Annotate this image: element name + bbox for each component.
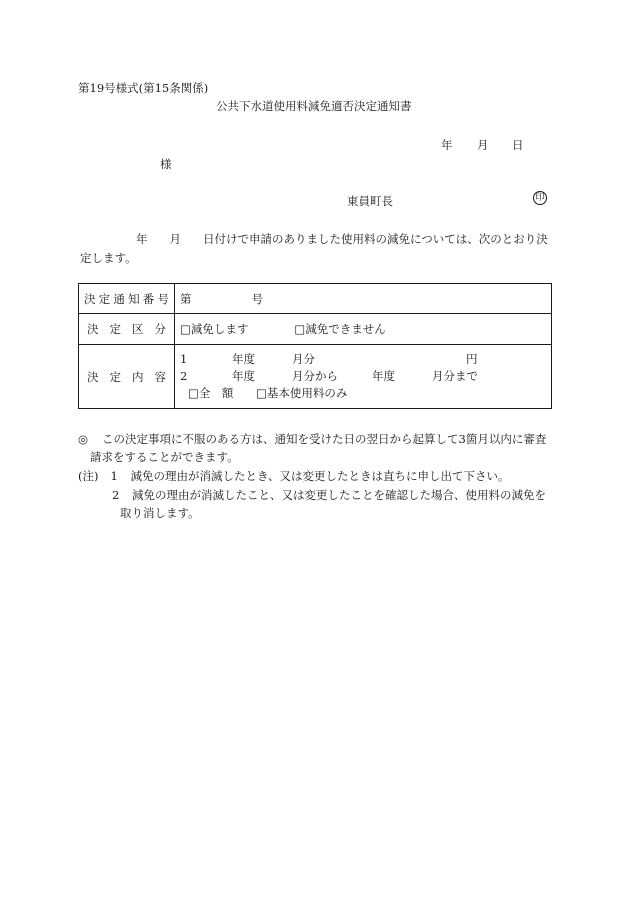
date-day-label: 日	[512, 138, 524, 152]
decision-number-cell	[175, 284, 552, 314]
line1-fiscal-year: 年度	[232, 352, 255, 366]
form-number: 第19号様式(第15条関係)	[78, 81, 209, 95]
content-line-3	[180, 385, 546, 402]
line1-yen: 円	[466, 352, 478, 366]
appeal-notice	[78, 431, 546, 448]
document-title: 公共下水道使用料減免適否決定通知書	[216, 99, 412, 113]
option-basic-fee-only[interactable]: □基本使用料のみ	[256, 386, 348, 400]
note-label: (注)	[78, 469, 99, 483]
note-2-text-line1: 減免の理由が消滅したこと、又は変更したことを確認した場合、使用料の減免を	[132, 488, 546, 502]
decision-content-cell	[175, 345, 552, 409]
decision-category-label-cell	[79, 314, 175, 345]
note-1-text: 減免の理由が消滅したとき、又は変更したときは直ちに申し出て下さい。	[130, 469, 510, 483]
decision-content-label: 決 定 内 容	[87, 369, 166, 384]
option-approve[interactable]: □減免します	[180, 322, 249, 336]
content-line-2	[180, 368, 546, 385]
date-year-label: 年	[441, 138, 453, 152]
table-row	[79, 345, 552, 409]
issuer-name: 東員町長	[347, 194, 393, 208]
decision-number-label-cell	[79, 284, 175, 314]
decision-number-label: 決 定 通 知 番 号	[84, 291, 169, 306]
line2-fiscal-year: 年度	[232, 369, 255, 383]
decision-category-cell	[175, 314, 552, 345]
decision-number-suffix: 号	[251, 291, 263, 306]
addressee-suffix: 様	[160, 157, 172, 171]
note-2-text-line2: 取り消します。	[120, 506, 200, 520]
note-1-number: 1	[110, 469, 118, 483]
intro-month-label: 月	[169, 232, 181, 246]
table-row	[79, 314, 552, 345]
decision-number-prefix: 第	[180, 291, 192, 306]
line2-month-from: 月分から	[292, 369, 338, 383]
option-full-amount[interactable]: □全 額	[188, 386, 234, 400]
note-1	[78, 468, 510, 484]
line1-month: 月分	[292, 352, 315, 366]
note-2	[112, 487, 546, 503]
note-2-number: 2	[112, 488, 120, 502]
content-line-1	[180, 351, 546, 368]
intro-paragraph	[80, 230, 555, 268]
double-circle-icon: ◎	[78, 432, 89, 446]
decision-table	[78, 283, 552, 409]
intro-text: 日付けで申請のありました使用料の減免については、次のとおり決定します。	[80, 232, 548, 265]
decision-category-label: 決 定 区 分	[87, 322, 166, 336]
decision-content-label-cell	[79, 345, 175, 409]
line2-month-to: 月分まで	[432, 369, 478, 383]
table-row	[79, 284, 552, 314]
date-month-label: 月	[477, 138, 489, 152]
intro-year-label: 年	[136, 232, 148, 246]
line2-number: 2	[180, 369, 188, 383]
seal-icon: 印	[533, 191, 547, 205]
appeal-text-line2: 請求をすることができます。	[90, 450, 239, 464]
line1-number: 1	[180, 352, 188, 366]
line2-fiscal-year-2: 年度	[372, 369, 395, 383]
option-reject[interactable]: □減免できません	[294, 322, 386, 336]
appeal-text-line1: この決定事項に不服のある方は、通知を受けた日の翌日から起算して3箇月以内に審査	[102, 432, 547, 446]
